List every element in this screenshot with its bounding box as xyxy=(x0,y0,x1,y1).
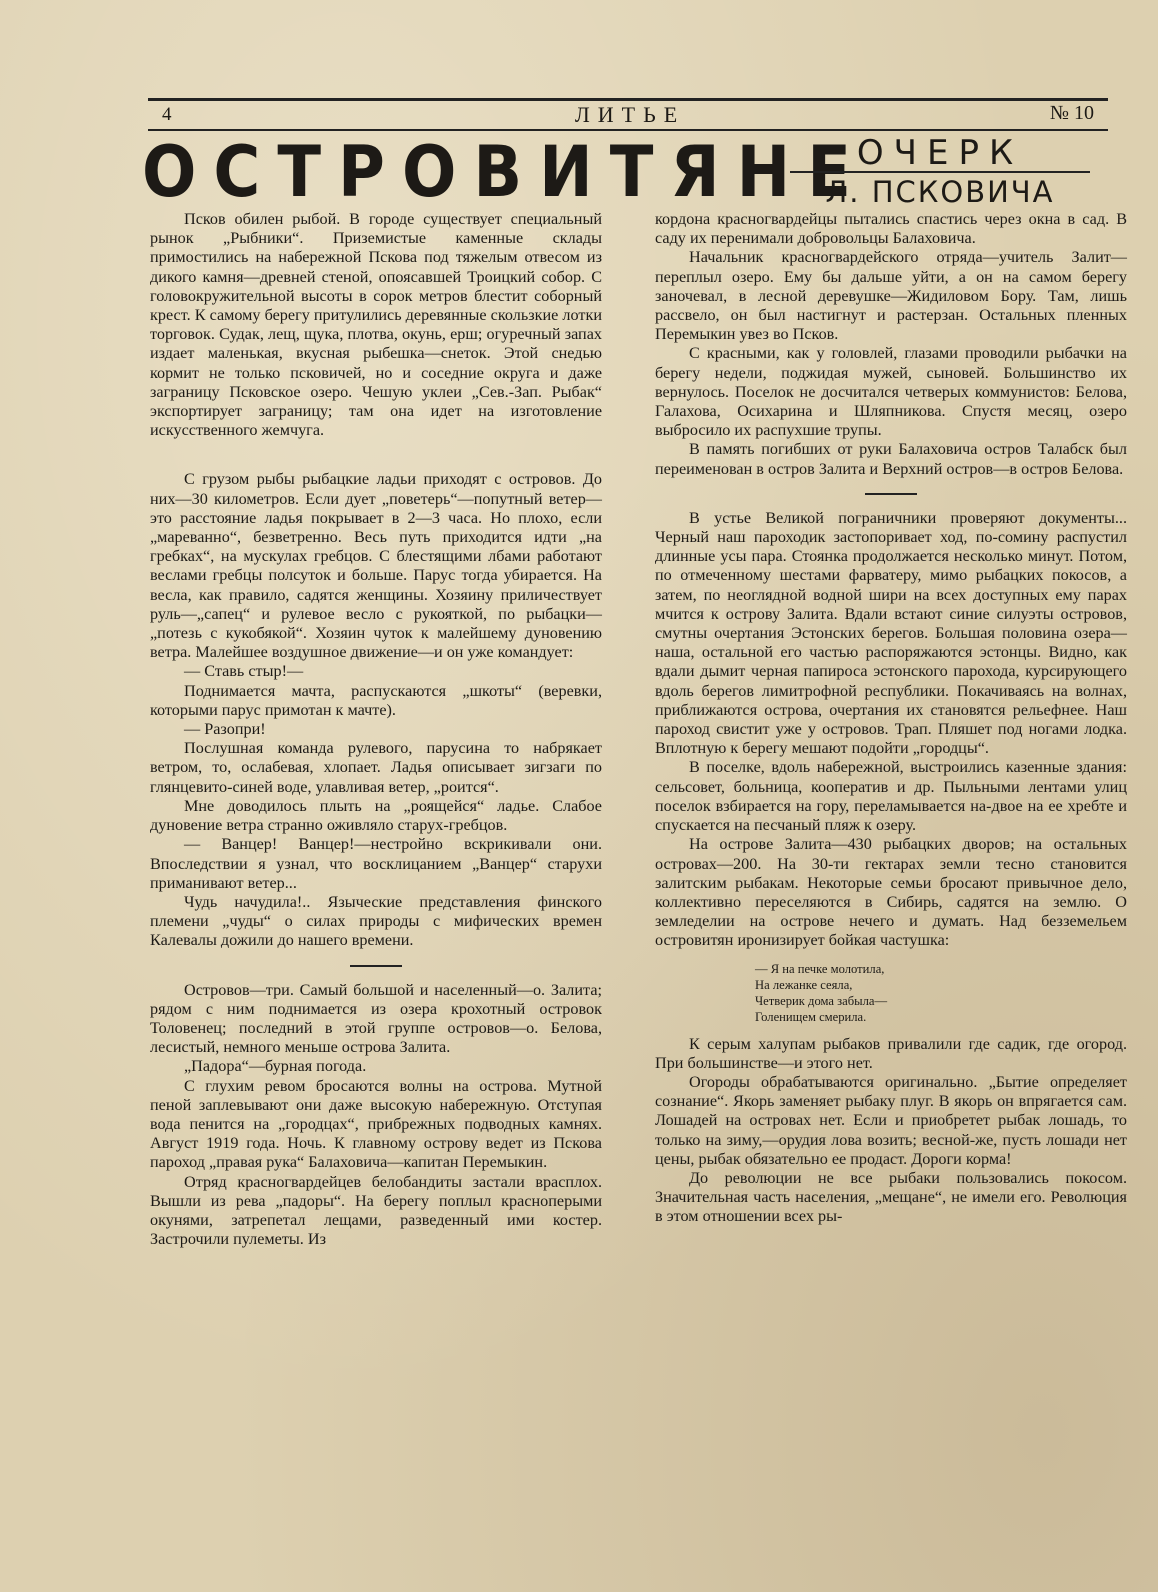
paragraph: К серым халупам рыбаков привалили где садик, где огород. При большинстве—и этого нет. xyxy=(655,1034,1127,1072)
paragraph: Поднимается мачта, распускаются „шкоты“ (веревки, которыми парус примотан к мачте). xyxy=(150,681,602,719)
paragraph: — Разопри! xyxy=(184,720,266,739)
verse-line: — Я на печке молотила, xyxy=(755,961,885,976)
paragraph: — Ванцер! Ванцер!—нестройно вскрикивали они. Впоследствии я узнал, что восклицанием „Ванцер“ старухи приманивают ветер... xyxy=(150,835,602,892)
section-divider xyxy=(350,965,402,967)
article-title: ОСТРОВИТЯНЕ xyxy=(142,132,868,214)
paragraph: В устье Великой пограничники проверяют документы... Черный наш пароходик застопоривает ход, по-сомину распустил длинные усы пара. Стоянка продолжается несколько минут. Потом, по отмеченному шестами фарватеру, мимо рыбацких покосов, а затем, по неоглядной водной шири на всех доступных ему парах мчится к острову Залита. Вдали встают синие силуэты островов, смутны очертания Эстонских берегов. Большая половина озера—наша, остальной его частью распоряжаются эстонцы. Видно, как вдали дымит черная папироса эстонского парохода, курсирующего вдоль берегов лимитрофной республики. Покачиваясь на волнах, приближаются острова, очертания их становятся рельефнее. Наш пароход свистит уже у островов. Трап. Пляшет под ногами лодка. Вплотную к берегу мешают подойти „городцы“. xyxy=(655,508,1127,758)
paragraph: С грузом рыбы рыбацкие ладьи приходят с островов. До них—30 километров. Если дует „поветерь“—попутный ветер—это расстояние ладья покрывает в 2—3 часа. Но плохо, если „мареванно“, безветренно. Весь путь приходится идти „на гребках“, на мускулах гребцов. С блестящими лбами работают веслами гребцы полсуток и больше. Парус тогда убирается. На весла, как правило, садятся женщины. Хозяину приличествует руль—„сапец“ и рулевое весло с рукояткой, по рыбацки—„потезь с кукобякой“. Хозяин чуток к малейшему дуновению ветра. Малейшее воздушное движение—и он уже командует: xyxy=(150,470,602,662)
paragraph: Островов—три. Самый большой и населенный—о. Залита; рядом с ним поднимается из озера крохотный островок Толовенец; последний в этой группе островов—о. Белова, лесистый, немного меньше острова Залита. xyxy=(150,980,602,1057)
article-genre: ОЧЕРК xyxy=(856,133,1024,173)
issue-number: № 10 xyxy=(1049,102,1094,124)
paragraph: Псков обилен рыбой. В городе существует специальный рынок „Рыбники“. Приземистые каменные склады примостились на набережной Пскова под тяжелым отвесом из дикого камня—древней стеной, опоясавшей Троицкий собор. С головокружительной высоты в сорок метров блестит соборный крест. К самому берегу притулились деревянные скользкие лотки торговок. Судак, лещ, щука, плотва, окунь, ерш; огуречный запах издает маленькая, вкусная рыбешка—снеток. Этой снедью кормит не только псковичей, но и соседние округа и даже заграницу Псковское озеро. Чешую уклеи „Сев.-Зап. Рыбак“ экспортирует заграницу; там она идет на изготовление искусственного жемчуга. xyxy=(150,210,602,440)
section-divider xyxy=(865,493,917,495)
left-column xyxy=(150,210,602,1249)
paragraph: На острове Залита—430 рыбацких дворов; на остальных островах—200. На 30-ти гектарах земли тесно становится залитским рыбакам. Некоторые семьи бросают привычное дело, коллективно переселяются в Сибирь, садятся на землю. О земледелии на острове нечего и думать. Над безземельем островитян иронизирует бойкая частушка: xyxy=(655,835,1127,950)
page-header xyxy=(160,101,1100,129)
paragraph: Послушная команда рулевого, парусина то набрякает ветром, то, ослабевая, хлопает. Ладья описывает зигзаги по глянцевито-синей воде, улавливая ветер, „роится“. xyxy=(150,739,602,796)
verse-line: Голенищем смерила. xyxy=(755,1009,867,1024)
right-column xyxy=(655,210,1127,1227)
header-bottom-rule xyxy=(148,129,1108,131)
article-author: Л. ПСКОВИЧА xyxy=(790,171,1090,209)
paragraph: — Ставь стыр!— xyxy=(184,662,304,681)
verse-line: На лежанке сеяла, xyxy=(755,977,853,992)
verse-stanza xyxy=(755,961,1127,1025)
paragraph: С красными, как у головлей, глазами проводили рыбачки на берегу недели, поджидая мужей, сыновей. Большинство их вернулось. Поселок не досчитался четверых коммунистов: Белова, Галахова, Осихарина и Шляпникова. Спустя месяц, озеро выбросило их распухшие трупы. xyxy=(655,344,1127,440)
paragraph: кордона красногвардейцы пытались спастись через окна в сад. В саду их перенимали добровольцы Балаховича. xyxy=(655,210,1127,248)
paragraph: „Падора“—бурная погода. xyxy=(184,1057,367,1076)
magazine-name: ЛИТЬЕ xyxy=(574,102,686,127)
paragraph: Огороды обрабатываются оригинально. „Бытие определяет сознание“. Якорь заменяет рыбаку плуг. В якорь он впрягается сам. Лошадей на островах нет. Если и приобретет рыбак лошадь, то только на зиму,—орудия лова возить; весной-же, пусть лошади нет цены, рыбак обязательно ее продаст. Дороги корма! xyxy=(655,1072,1127,1168)
paragraph: С глухим ревом бросаются волны на острова. Мутной пеной заплевывают они даже высокую набережную. Отступая вода пенится на „городцах“, прибрежных подводных камнях. Август 1919 года. Ночь. К главному острову ведет из Пскова пароход „правая рука“ Балаховича—капитан Перемыкин. xyxy=(150,1076,602,1172)
paragraph: Мне доводилось плыть на „роящейся“ ладье. Слабое дуновение ветра странно оживляло старух-гребцов. xyxy=(150,796,602,835)
paragraph: Чудь начудила!.. Языческие представления финского племени „чуды“ о силах природы с мифических времен Калевалы дожили до нашего времени. xyxy=(150,892,602,950)
page-number: 4 xyxy=(162,104,172,125)
paragraph: До революции не все рыбаки пользовались покосом. Значительная часть населения, „мещане“, не имели его. Революция в этом отношении всех ры- xyxy=(655,1168,1127,1226)
verse-line: Четверик дома забыла— xyxy=(755,993,888,1008)
paragraph: В поселке, вдоль набережной, выстроились казенные здания: сельсовет, больница, кооператив и др. Пыльными лентами улиц поселок взбирается на гору, переламывается на-двое на ее хребте и спускается на песчаный пляж к озеру. xyxy=(655,758,1127,835)
paragraph: В память погибших от руки Балаховича остров Талабск был переименован в остров Залита и Верхний остров—в остров Белова. xyxy=(655,440,1127,478)
paragraph: Начальник красногвардейского отряда—учитель Залит—переплыл озеро. Ему бы дальше уйти, а он на самом берегу заночевал, в лесной деревушке—Жидиловом Бору. Там, лишь рассвело, он был настигнут и растерзан. Остальных пленных Перемыкин увез во Псков. xyxy=(655,248,1127,344)
paragraph: Отряд красногвардейцев белобандиты застали врасплох. Вышли из рева „падоры“. На берегу поплыл красноперыми окунями, затрепетал лещами, разведенный ими костер. Застрочили пулеметы. Из xyxy=(150,1172,602,1249)
